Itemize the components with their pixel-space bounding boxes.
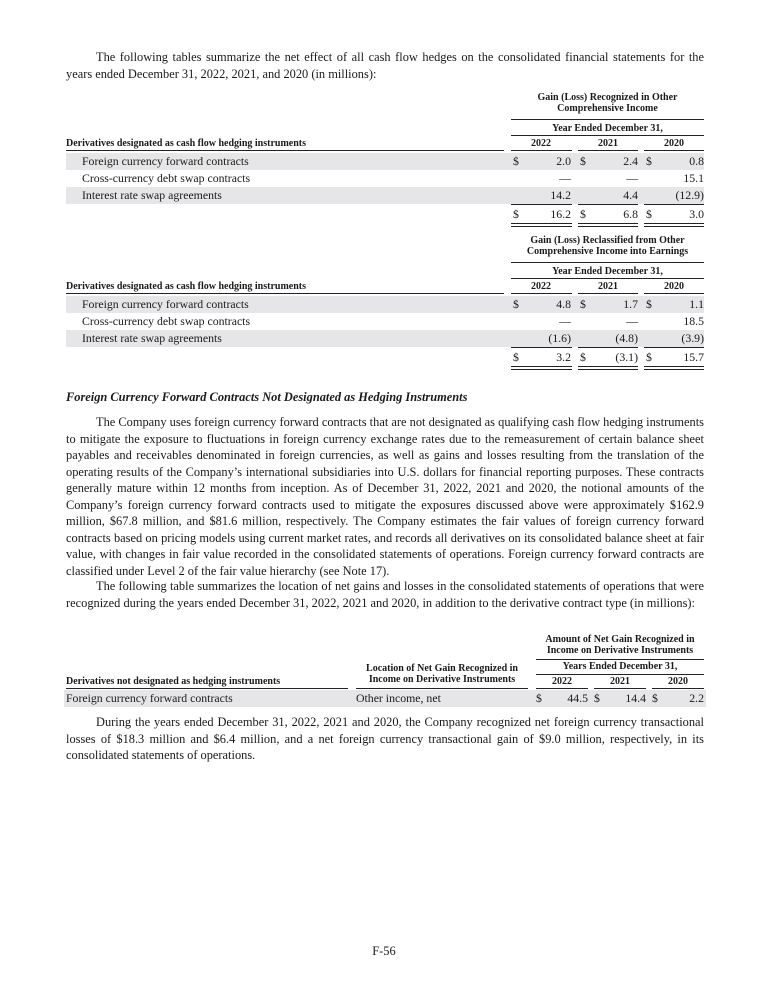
- value-2021: 2.4: [623, 154, 638, 168]
- value-2020: (12.9): [675, 188, 704, 202]
- row-label: Cross-currency debt swap contracts: [82, 314, 251, 328]
- table-cash-flow-hedges-reclassified: [66, 235, 704, 375]
- table3-year-2021: 2021: [610, 676, 630, 687]
- currency-symbol: $: [646, 207, 652, 221]
- value-2022: 44.5: [567, 691, 588, 705]
- table1-col-rule: [578, 150, 638, 151]
- table2-col-rule: [578, 293, 638, 294]
- table1-total-double-rule: [578, 223, 638, 227]
- value-2020: (3.9): [681, 331, 704, 345]
- total-2022: 16.2: [550, 207, 571, 221]
- table2-period-rule: [511, 278, 704, 279]
- paragraph-transactional-losses: [66, 714, 704, 764]
- value-2022: 2.0: [556, 154, 571, 168]
- page-number: F-56: [372, 944, 396, 958]
- table-row: [66, 187, 704, 204]
- row-label: Cross-currency debt swap contracts: [82, 171, 251, 185]
- table1-row-header: Derivatives designated as cash flow hedging instruments: [66, 138, 307, 149]
- table-row: [66, 330, 704, 347]
- table2-row-header: Derivatives designated as cash flow hedging instruments: [66, 281, 307, 292]
- currency-symbol: $: [646, 297, 652, 311]
- table-not-designated-hedging: [66, 634, 704, 714]
- table3-group-header-line1: Amount of Net Gain Recognized in: [545, 634, 695, 645]
- table3-col-rule: [594, 688, 646, 689]
- table1-header-rule: [66, 150, 504, 151]
- table1-group-header: [511, 92, 704, 114]
- row-location: Other income, net: [356, 691, 441, 705]
- row-label: Interest rate swap agreements: [82, 188, 222, 202]
- table1-year-2020: 2020: [664, 138, 684, 149]
- currency-symbol: $: [580, 350, 586, 364]
- table3-header-rule: [66, 688, 348, 689]
- currency-symbol: $: [646, 154, 652, 168]
- table2-col-rule: [511, 293, 572, 294]
- value-2020: 0.8: [689, 154, 704, 168]
- value-2020: 2.2: [689, 691, 704, 705]
- table3-col-rule: [652, 688, 704, 689]
- table2-subtotal-rule: [644, 347, 704, 348]
- table3-location-header-line1: Location of Net Gain Recognized in: [366, 663, 518, 674]
- paragraph-location-summary: [66, 578, 704, 611]
- table1-year-2021: 2021: [598, 138, 618, 149]
- value-2022: (1.6): [548, 331, 571, 345]
- table1-year-2022: 2022: [531, 138, 551, 149]
- total-2021: (3.1): [615, 350, 638, 364]
- value-2021: —: [626, 314, 638, 328]
- table2-year-2022: 2022: [531, 281, 551, 292]
- table-row: [64, 690, 706, 707]
- table2-group-rule: [511, 262, 704, 263]
- table2-total-double-rule: [511, 366, 572, 370]
- value-2020: 18.5: [683, 314, 704, 328]
- currency-symbol: $: [536, 691, 542, 705]
- table3-location-header-line2: Income on Derivative Instruments: [368, 674, 516, 685]
- table3-period-rule: [536, 674, 704, 675]
- currency-symbol: $: [594, 691, 600, 705]
- paragraph3-text: The following table summarizes the location of net gains and losses in the consolidated statements of operations that were recognized during the years ended December 31, 2022, 2021 and 2020, in addition to the derivative contract type (in millions):: [66, 579, 704, 610]
- table3-group-header: [536, 634, 704, 656]
- table3-col-rule: [356, 688, 528, 689]
- table2-group-header: [511, 235, 704, 257]
- table1-group-rule: [511, 119, 704, 120]
- table-total-row: [66, 206, 704, 223]
- currency-symbol: $: [513, 297, 519, 311]
- table1-subtotal-rule: [578, 204, 638, 205]
- row-label: Foreign currency forward contracts: [82, 154, 249, 168]
- table2-year-2021: 2021: [598, 281, 618, 292]
- table1-period-header: Year Ended December 31,: [552, 123, 663, 134]
- currency-symbol: $: [646, 350, 652, 364]
- total-2022: 3.2: [556, 350, 571, 364]
- paragraph2-text: The Company uses foreign currency forward contracts that are not designated as qualifying cash flow hedging instruments to mitigate the exposure to fluctuations in foreign currency exchange rates due to the remeasurement of certain balance sheet payables and receivables denominated in foreign currencies, as well as gains and losses resulting from the translation of the operating results of the Company’s international subsidiaries into U.S. dollars for financial reporting purposes. These contracts generally mature within 12 months from inception. As of December 31, 2022, 2021 and 2020, the notional amounts of the Company’s foreign currency forward contracts used to mitigate the exposures discussed above were approximately $162.9 million, $67.8 million, and $81.6 million, respectively. The Company estimates the fair values of foreign currency forward contracts based on pricing models using current market rates, and records all derivatives on its consolidated balance sheet at fair value, with changes in fair value recorded in the consolidated statements of operations. Foreign currency forward contracts are classified under Level 2 of the fair value hierarchy (see Note 17).: [66, 415, 704, 578]
- table3-col-rule: [536, 688, 588, 689]
- table3-year-2020: 2020: [668, 676, 688, 687]
- paragraph4-text: During the years ended December 31, 2022, 2021 and 2020, the Company recognized net foreign currency transactional losses of $18.3 million and $6.4 million, and a net foreign currency transactional gain of $9.0 million, respectively, in its consolidated statements of operations.: [66, 715, 704, 762]
- value-2020: 1.1: [689, 297, 704, 311]
- total-2021: 6.8: [623, 207, 638, 221]
- table3-location-header: [356, 663, 528, 685]
- value-2022: —: [559, 314, 571, 328]
- table2-group-header-line2: Comprehensive Income into Earnings: [526, 246, 689, 257]
- value-2020: 15.1: [683, 171, 704, 185]
- row-label: Interest rate swap agreements: [82, 331, 222, 345]
- table3-row-header: Derivatives not designated as hedging instruments: [66, 676, 281, 687]
- table2-period-header: Year Ended December 31,: [552, 266, 663, 277]
- table2-year-2020: 2020: [664, 281, 684, 292]
- currency-symbol: $: [580, 154, 586, 168]
- table1-total-double-rule: [511, 223, 572, 227]
- table1-col-rule: [511, 150, 572, 151]
- table2-col-rule: [644, 293, 704, 294]
- currency-symbol: $: [513, 207, 519, 221]
- table1-subtotal-rule: [644, 204, 704, 205]
- table-row: [66, 153, 704, 170]
- table3-group-header-line2: Income on Derivative Instruments: [546, 645, 694, 656]
- currency-symbol: $: [580, 297, 586, 311]
- table-row: [66, 313, 704, 330]
- table1-col-rule: [644, 150, 704, 151]
- intro-paragraph-text: The following tables summarize the net effect of all cash flow hedges on the consolidated financial statements for the years ended December 31, 2022, 2021, and 2020 (in millions):: [66, 50, 704, 81]
- table3-year-2022: 2022: [552, 676, 572, 687]
- currency-symbol: $: [513, 154, 519, 168]
- table-row: [66, 170, 704, 187]
- row-label: Foreign currency forward contracts: [66, 691, 233, 705]
- table1-period-rule: [511, 135, 704, 136]
- value-2022: 14.2: [550, 188, 571, 202]
- table2-subtotal-rule: [578, 347, 638, 348]
- intro-paragraph: [66, 49, 704, 82]
- table1-group-header-line1: Gain (Loss) Recognized in Other: [537, 92, 678, 103]
- table2-group-header-line1: Gain (Loss) Reclassified from Other: [530, 235, 685, 246]
- table-total-row: [66, 349, 704, 366]
- value-2021: 1.7: [623, 297, 638, 311]
- total-2020: 15.7: [683, 350, 704, 364]
- table1-total-double-rule: [644, 223, 704, 227]
- table1-group-header-line2: Comprehensive Income: [557, 103, 658, 114]
- value-2021: 14.4: [625, 691, 646, 705]
- table2-subtotal-rule: [511, 347, 572, 348]
- table3-group-rule: [536, 659, 704, 660]
- value-2022: —: [559, 171, 571, 185]
- table2-total-double-rule: [578, 366, 638, 370]
- currency-symbol: $: [513, 350, 519, 364]
- table3-period-header: Years Ended December 31,: [562, 661, 678, 672]
- total-2020: 3.0: [689, 207, 704, 221]
- table2-header-rule: [66, 293, 504, 294]
- section-heading: Foreign Currency Forward Contracts Not Designated as Hedging Instruments: [66, 390, 468, 404]
- currency-symbol: $: [580, 207, 586, 221]
- table-row: [66, 296, 704, 313]
- value-2021: —: [626, 171, 638, 185]
- value-2022: 4.8: [556, 297, 571, 311]
- row-label: Foreign currency forward contracts: [82, 297, 249, 311]
- currency-symbol: $: [652, 691, 658, 705]
- table2-total-double-rule: [644, 366, 704, 370]
- value-2021: (4.8): [615, 331, 638, 345]
- paragraph-notional-amounts: [66, 414, 704, 579]
- table1-subtotal-rule: [511, 204, 572, 205]
- value-2021: 4.4: [623, 188, 638, 202]
